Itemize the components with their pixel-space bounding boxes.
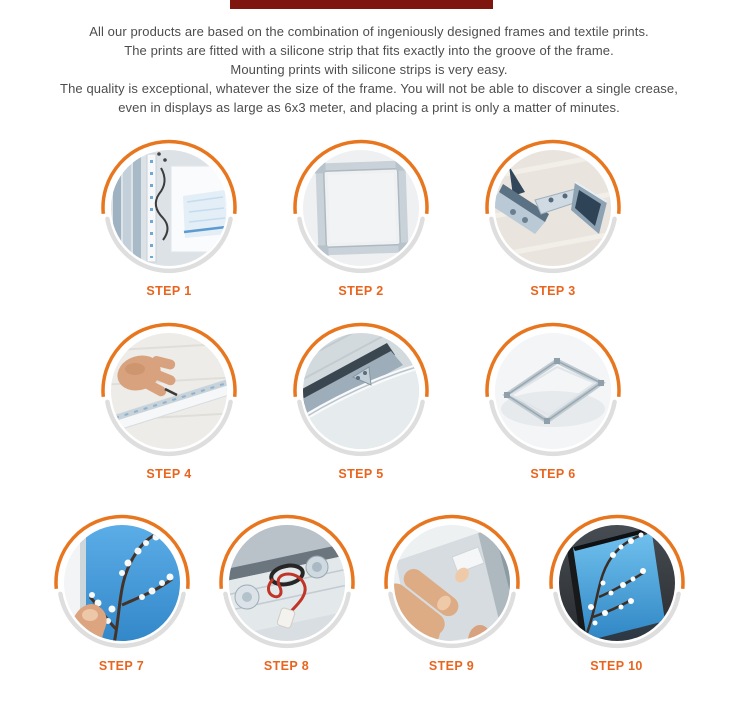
step-8-label: STEP 8 (263, 659, 310, 673)
steps-row-1 (0, 138, 730, 299)
step-3-label: STEP 3 (530, 284, 576, 298)
step-6-photo (483, 321, 623, 461)
step-2-card (291, 138, 431, 299)
step-10-label: STEP 10 (590, 659, 643, 673)
intro-line-3: Mounting prints with silicone strips is very easy. (230, 62, 508, 77)
step-5-label: STEP 5 (338, 467, 384, 481)
step-5-card (291, 321, 431, 482)
step-7-photo (52, 513, 192, 653)
step-8-card (217, 513, 357, 674)
step-9-photo (382, 513, 522, 653)
step-2-label: STEP 2 (338, 284, 384, 298)
step-10-photo (547, 513, 687, 653)
intro-text (0, 0, 738, 117)
step-6-label: STEP 6 (530, 467, 576, 481)
step-8-photo (217, 513, 357, 653)
step-1-card (99, 138, 239, 299)
step-7-label: STEP 7 (98, 659, 145, 673)
step-9-card (382, 513, 522, 674)
step-7-card (52, 513, 192, 674)
steps-row-3 (0, 513, 738, 674)
step-9-label: STEP 9 (428, 659, 475, 673)
step-4-photo (99, 321, 239, 461)
step-1-label: STEP 1 (146, 284, 192, 298)
step-2-photo (291, 138, 431, 278)
steps-row-2 (0, 321, 730, 482)
step-1-photo (99, 138, 239, 278)
step-4-label: STEP 4 (146, 467, 192, 481)
step-3-photo (483, 138, 623, 278)
step-5-photo (291, 321, 431, 461)
top-banner-edge (230, 0, 493, 9)
step-4-card (99, 321, 239, 482)
step-6-card (483, 321, 623, 482)
intro-line-4: The quality is exceptional, whatever the size of the frame. You will not be able to discover a single crease, (60, 81, 678, 96)
intro-line-2: The prints are fitted with a silicone strip that fits exactly into the groove of the frame. (124, 43, 614, 58)
intro-line-5: even in displays as large as 6x3 meter, and placing a print is only a matter of minutes. (118, 100, 620, 115)
step-3-card (483, 138, 623, 299)
intro-line-1: All our products are based on the combination of ingeniously designed frames and textile prints. (89, 24, 649, 39)
step-10-card (547, 513, 687, 674)
